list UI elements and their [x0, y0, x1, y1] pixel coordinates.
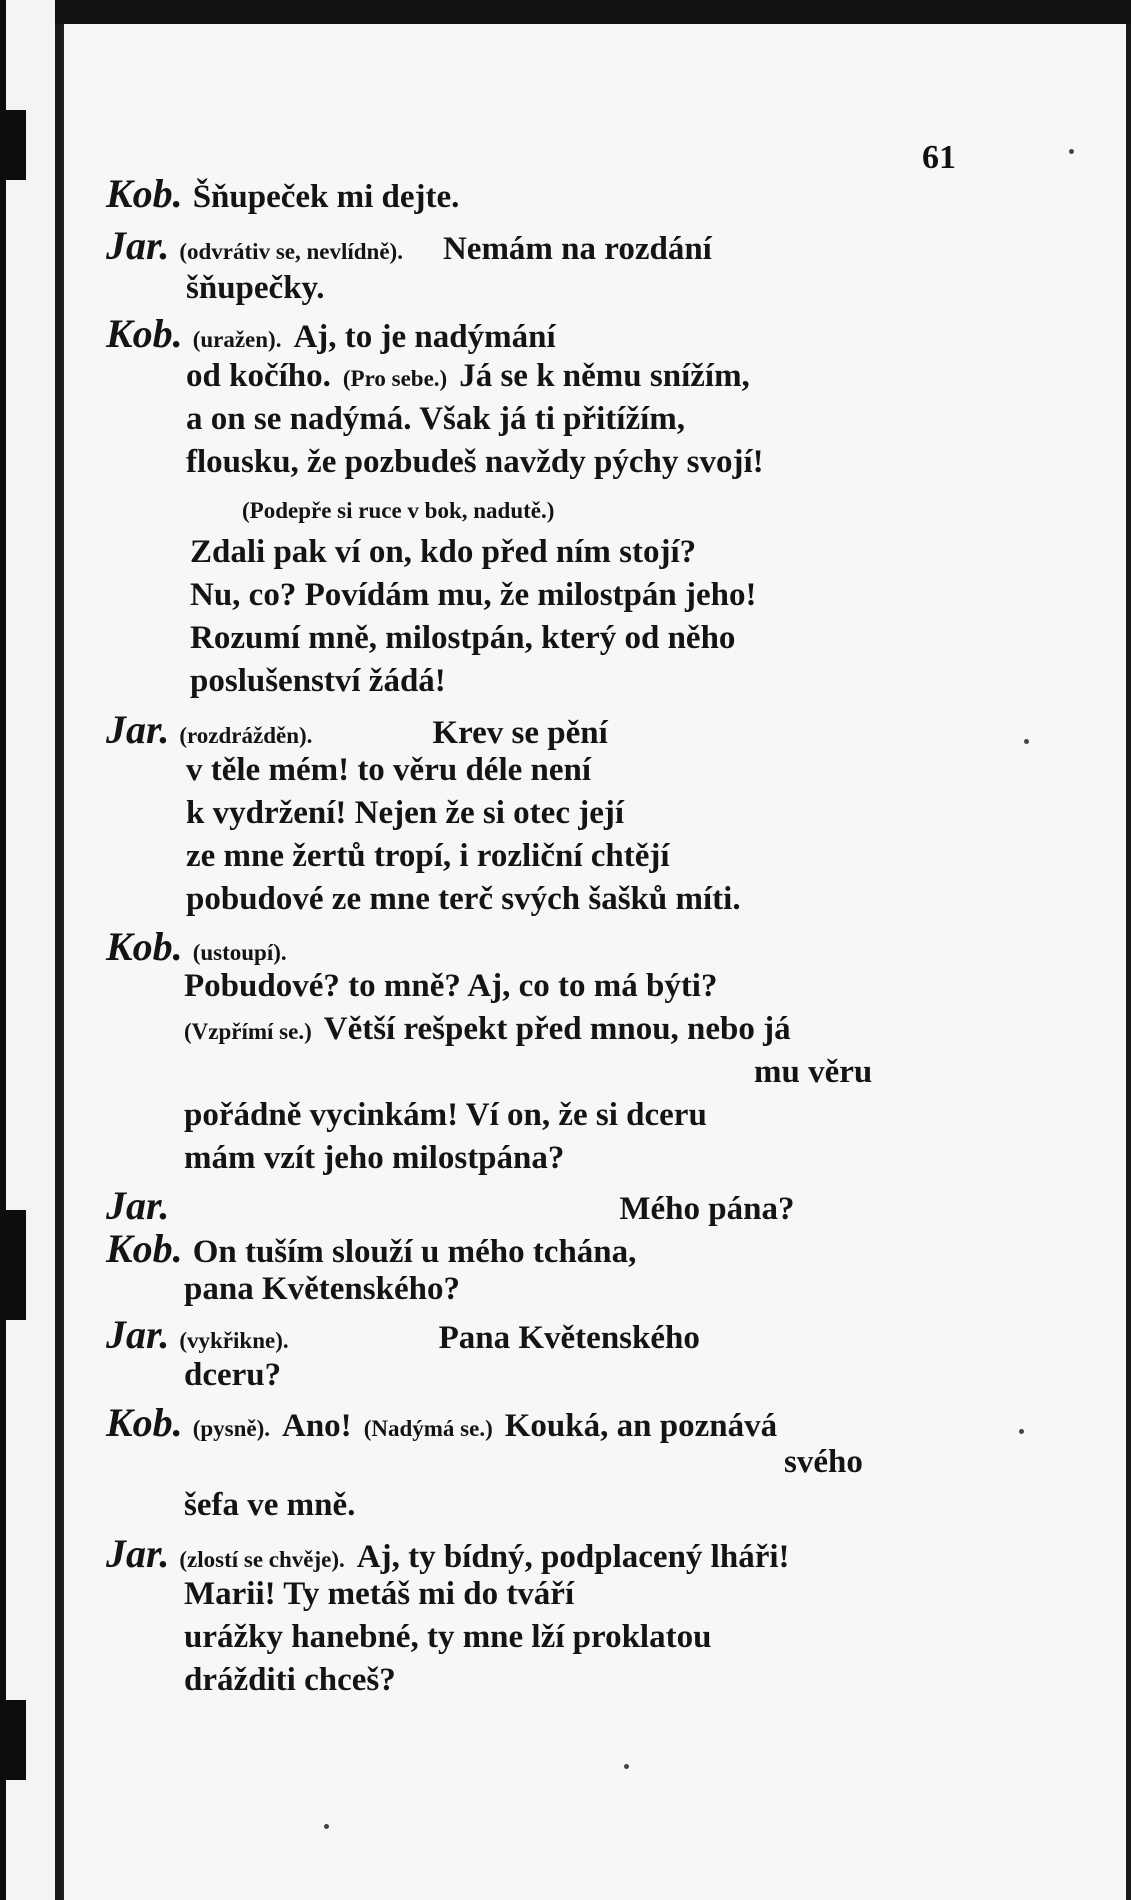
dialogue-text: a on se nadýmá. Však já ti přitížím,: [186, 401, 685, 437]
dialogue-text: svého: [784, 1444, 863, 1480]
edge-nick: [0, 110, 26, 180]
speaker-name: Jar.: [106, 1531, 170, 1576]
text-line: [186, 272, 324, 305]
dialogue-text: Marii! Ty metáš mi do tváří: [184, 1576, 575, 1612]
speaker-name: Jar.: [106, 223, 170, 268]
text-line: [106, 1531, 790, 1576]
dialogue-text: Zdali pak ví on, kdo před ním stojí?: [190, 534, 697, 570]
text-line: [184, 1142, 564, 1175]
speaker-name: Jar.: [106, 1183, 170, 1228]
stage-direction: (pysně).: [192, 1416, 270, 1441]
text-line: [106, 1226, 637, 1271]
dialogue-text: pana Květenského?: [184, 1271, 460, 1307]
dialogue-text: flousku, že pozbudeš navždy pýchy svojí!: [186, 444, 764, 480]
text-line: [106, 1183, 795, 1228]
text-line: [184, 1664, 396, 1697]
stage-direction: (ustoupí).: [192, 940, 287, 965]
text-line: [190, 665, 446, 698]
dust-speck: [324, 1824, 329, 1829]
dialogue-text: k vydržení! Nejen že si otec její: [186, 795, 625, 831]
scan-top-border: [0, 0, 1131, 24]
text-line: [184, 1013, 791, 1046]
text-line: [106, 1400, 778, 1445]
dialogue-text: Kouká, an poznává: [504, 1408, 778, 1444]
dialogue-text: pořádně vycinkám! Ví on, že si dceru: [184, 1097, 707, 1133]
dialogue-text: Šňupeček mi dejte.: [192, 179, 460, 215]
text-line: [106, 223, 712, 268]
text-line: [184, 1099, 707, 1132]
dialogue-text: Aj, ty bídný, podplacený lháři!: [356, 1539, 790, 1575]
text-line: [242, 492, 554, 525]
dialogue-text: Ano!: [282, 1408, 352, 1444]
text-line: [106, 311, 556, 356]
edge-nick: [0, 1210, 26, 1320]
stage-direction: (zlostí se chvěje).: [179, 1547, 345, 1572]
stage-direction: (vykřikne).: [179, 1328, 289, 1353]
text-line: [186, 797, 624, 830]
dialogue-text: Aj, to je nadýmání: [293, 319, 556, 355]
speaker-name: Kob.: [106, 171, 183, 216]
text-line: [186, 883, 741, 916]
dust-speck: [1019, 1429, 1024, 1434]
dialogue-text: Mého pána?: [619, 1191, 795, 1227]
text-line: [190, 536, 696, 569]
speaker-name: Jar.: [106, 707, 170, 752]
previous-page-edge: [0, 0, 55, 1900]
dialogue-text: urážky hanebné, ty mne lží proklatou: [184, 1619, 712, 1655]
speaker-name: Kob.: [106, 311, 183, 356]
speaker-name: Kob.: [106, 1226, 183, 1271]
text-line: [184, 1273, 460, 1306]
text-line: [184, 970, 717, 1003]
speaker-name: Jar.: [106, 1312, 170, 1357]
dialogue-text: Krev se pění: [432, 715, 608, 751]
text-line: [184, 1489, 355, 1522]
dialogue-text: v těle mém! to věru déle není: [186, 752, 592, 788]
text-line: [184, 1578, 574, 1611]
dialogue-text: šefa ve mně.: [184, 1487, 356, 1523]
text-line: [106, 924, 287, 969]
dialogue-text: Pobudové? to mně? Aj, co to má býti?: [184, 968, 718, 1004]
dialogue-text: poslušenství žádá!: [190, 663, 446, 699]
stage-direction: (Vzpřímí se.): [184, 1019, 312, 1044]
dialogue-text: od kočího.: [186, 358, 331, 394]
dialogue-text: drážditi chceš?: [184, 1662, 396, 1698]
stage-direction: (odvrátiv se, nevlídně).: [179, 239, 403, 264]
stage-direction: (uražen).: [192, 327, 282, 352]
speaker-name: Kob.: [106, 1400, 183, 1445]
dialogue-text: Já se k němu snížím,: [459, 358, 750, 394]
dialogue-text: Nu, co? Povídám mu, že milostpán jeho!: [190, 577, 757, 613]
dialogue-text: mu věru: [754, 1054, 873, 1090]
book-page: [62, 24, 1126, 1900]
spine-shadow: [0, 0, 6, 1900]
dialogue-text: dceru?: [184, 1357, 282, 1393]
page-number: 61: [922, 139, 956, 176]
text-line: [106, 171, 460, 216]
stage-direction: (Podepře si ruce v bok, nadutě.): [242, 498, 555, 523]
text-line: [190, 622, 735, 655]
dust-speck: [1024, 739, 1029, 744]
text-line: [106, 1312, 700, 1357]
text-line: [184, 1359, 281, 1392]
dialogue-text: mám vzít jeho milostpána?: [184, 1140, 565, 1176]
text-line: [784, 1446, 863, 1479]
text-line: [184, 1621, 711, 1654]
stage-direction: (rozdrážděn).: [179, 723, 313, 748]
dialogue-text: Rozumí mně, milostpán, který od něho: [190, 620, 736, 656]
dialogue-text: Nemám na rozdání: [442, 231, 712, 267]
text-line: [190, 579, 756, 612]
text-line: [186, 446, 764, 479]
dust-speck: [624, 1764, 629, 1769]
text-line: [754, 1056, 872, 1089]
dialogue-text: Pana Květenského: [438, 1320, 700, 1356]
dialogue-text: Větší rešpekt před mnou, nebo já: [323, 1011, 791, 1047]
dialogue-text: pobudové ze mne terč svých šašků míti.: [186, 881, 741, 917]
speaker-name: Kob.: [106, 924, 183, 969]
edge-nick: [0, 1700, 26, 1780]
stage-direction: (Pro sebe.): [342, 366, 448, 391]
text-line: [186, 840, 670, 873]
text-line: [186, 754, 591, 787]
dialogue-text: šňupečky.: [186, 270, 325, 306]
dust-speck: [1069, 149, 1074, 154]
text-line: [186, 360, 750, 393]
stage-direction: (Nadýmá se.): [363, 1416, 493, 1441]
text-line: [186, 403, 685, 436]
dialogue-text: ze mne žertů tropí, i rozliční chtějí: [186, 838, 670, 874]
text-line: [106, 707, 608, 752]
dialogue-text: On tuším slouží u mého tchána,: [192, 1234, 637, 1270]
